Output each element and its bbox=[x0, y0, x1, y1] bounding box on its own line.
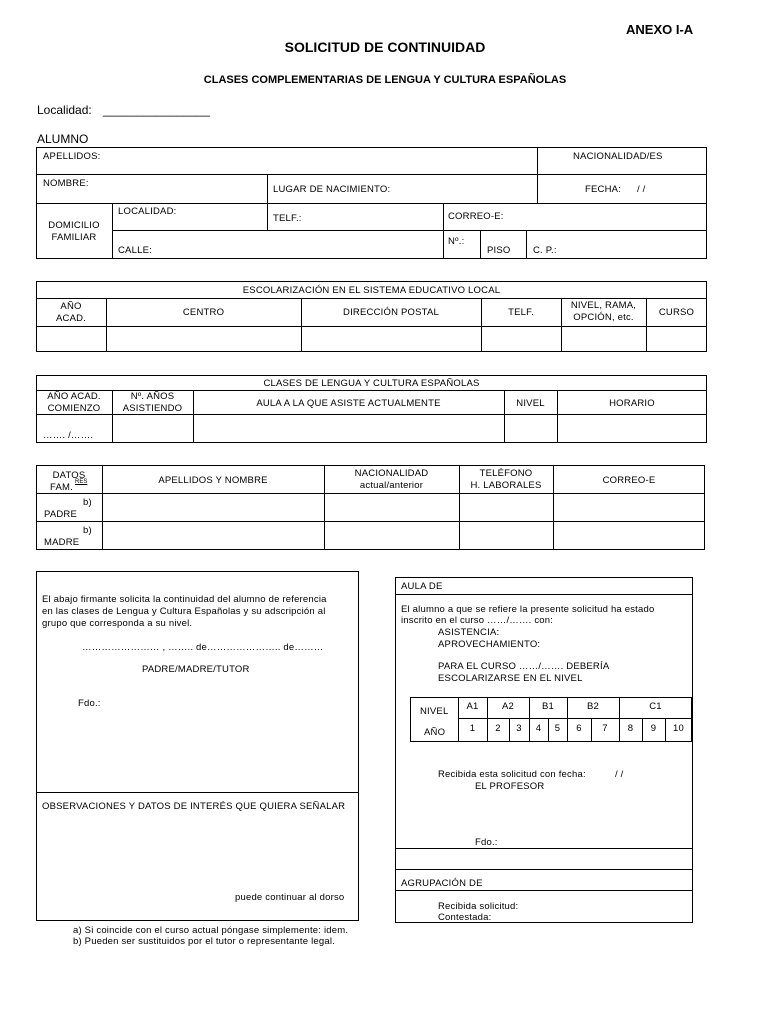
classes-col-years-2: ASISTIENDO bbox=[122, 403, 183, 414]
next-course-text-2: ESCOLARIZARSE EN EL NIVEL bbox=[438, 673, 583, 684]
request-text-3: grupo que corresponda a su nivel. bbox=[42, 618, 193, 629]
schooling-col-year-1: AÑO bbox=[60, 301, 82, 312]
page-title: SOLICITUD DE CONTINUIDAD bbox=[284, 39, 486, 55]
aula-title: AULA DE bbox=[401, 581, 443, 592]
schooling-col-address: DIRECCIÓN POSTAL bbox=[343, 307, 439, 318]
schooling-col-level-2: OPCIÓN, etc. bbox=[573, 312, 634, 323]
home-locality-field[interactable]: LOCALIDAD: bbox=[118, 206, 177, 217]
parent-signature-field[interactable]: Fdo.: bbox=[78, 698, 101, 709]
name-field[interactable]: NOMBRE: bbox=[43, 178, 89, 189]
grouping-received-field[interactable]: Recibida solicitud: bbox=[438, 901, 519, 912]
family-col-email: CORREO-E bbox=[602, 475, 656, 486]
request-text-2: en las clases de Lengua y Cultura Españolas y su adscripción al bbox=[42, 606, 326, 617]
year-cell-6[interactable]: 6 bbox=[576, 723, 582, 734]
annex-label: ANEXO I-A bbox=[626, 22, 694, 37]
year-cell-10[interactable]: 10 bbox=[673, 723, 684, 734]
locality-label: Localidad: bbox=[37, 103, 92, 117]
next-course-text-1: PARA EL CURSO ……/……. DEBERÍA bbox=[438, 661, 610, 672]
nationality-field[interactable]: NACIONALIDAD/ES bbox=[573, 151, 663, 162]
grouping-title: AGRUPACIÓN DE bbox=[401, 878, 483, 889]
performance-field[interactable]: APROVECHAMIENTO: bbox=[438, 639, 541, 650]
postcode-field[interactable]: C. P.: bbox=[533, 245, 557, 256]
year-cell-4[interactable]: 4 bbox=[535, 723, 542, 734]
classes-col-classroom: AULA A LA QUE ASISTE ACTUALMENTE bbox=[256, 398, 441, 409]
schooling-col-level-1: NIVEL, RAMA, bbox=[570, 300, 637, 311]
mother-label: MADRE bbox=[44, 537, 80, 548]
family-col-data-2: FAM. bbox=[50, 482, 73, 493]
teacher-signature-field[interactable]: Fdo.: bbox=[475, 837, 498, 848]
classes-col-level: NIVEL bbox=[516, 398, 545, 409]
classes-col-start-2: COMIENZO bbox=[47, 403, 101, 414]
level-b2[interactable]: B2 bbox=[586, 701, 600, 712]
place-date-field[interactable]: …………………… , …….. de………………….. de……… bbox=[82, 642, 324, 653]
footnote-a: a) Si coincide con el curso actual póngase simplemente: idem. bbox=[73, 925, 349, 936]
family-col-nationality-1: NACIONALIDAD bbox=[354, 468, 429, 479]
level-a2[interactable]: A2 bbox=[501, 701, 515, 712]
year-cell-3[interactable]: 3 bbox=[516, 723, 522, 734]
observations-continue-note: puede continuar al dorso bbox=[235, 892, 345, 903]
classes-col-start-1: AÑO ACAD. bbox=[47, 391, 101, 402]
father-label: PADRE bbox=[44, 509, 78, 520]
classes-start-year-field[interactable]: ……. /……. bbox=[43, 430, 94, 441]
year-cell-5[interactable]: 5 bbox=[554, 723, 561, 734]
email-field[interactable]: CORREO-E: bbox=[448, 211, 504, 222]
page-subtitle: CLASES COMPLEMENTARIAS DE LENGUA Y CULTURA ESPAÑOLAS bbox=[203, 74, 567, 86]
attendance-field[interactable]: ASISTENCIA: bbox=[438, 627, 500, 638]
family-col-data-sup: RES bbox=[75, 479, 88, 485]
family-col-data-1: DATOS bbox=[52, 470, 86, 481]
grouping-answered-field[interactable]: Contestada: bbox=[438, 912, 492, 923]
request-text-1: El abajo firmante solicita la continuidad del alumno de referencia bbox=[42, 594, 327, 605]
schooling-col-phone: TELF. bbox=[508, 307, 534, 318]
footnote-b: b) Pueden ser sustituidos por el tutor o representante legal. bbox=[73, 936, 335, 947]
year-cell-1[interactable]: 1 bbox=[469, 723, 476, 734]
classes-col-schedule: HORARIO bbox=[609, 398, 655, 409]
schooling-col-year-2: ACAD. bbox=[55, 313, 87, 324]
level-grid-level-label: NIVEL bbox=[420, 706, 449, 717]
birthplace-field[interactable]: LUGAR DE NACIMIENTO: bbox=[273, 184, 391, 195]
observations-title: OBSERVACIONES Y DATOS DE INTERÉS QUE QUIERA SEÑALAR bbox=[42, 801, 346, 812]
birth-date-field[interactable]: FECHA: bbox=[585, 184, 622, 195]
year-cell-8[interactable]: 8 bbox=[627, 723, 634, 734]
schooling-title: ESCOLARIZACIÓN EN EL SISTEMA EDUCATIVO LOCAL bbox=[242, 285, 501, 296]
family-col-phone-2: H. LABORALES bbox=[470, 480, 542, 491]
home-label-1: DOMICILIO bbox=[48, 220, 100, 231]
family-col-phone-1: TELÉFONO bbox=[479, 468, 533, 479]
year-cell-2[interactable]: 2 bbox=[495, 723, 501, 734]
phone-field[interactable]: TELF.: bbox=[273, 213, 302, 224]
family-col-nationality-2: actual/anterior bbox=[359, 480, 424, 491]
locality-field[interactable]: ________________ bbox=[103, 103, 210, 117]
aula-text-1: El alumno a que se refiere la presente solicitud ha estado bbox=[401, 604, 655, 615]
year-cell-9[interactable]: 9 bbox=[650, 723, 657, 734]
street-field[interactable]: CALLE: bbox=[118, 245, 152, 256]
level-grid-year-label: AÑO bbox=[424, 727, 446, 738]
family-col-names: APELLIDOS Y NOMBRE bbox=[158, 475, 268, 486]
birth-date-slashes: / / bbox=[637, 184, 646, 195]
received-date-field[interactable]: Recibida esta solicitud con fecha: bbox=[438, 769, 586, 780]
student-section-title: ALUMNO bbox=[37, 132, 89, 146]
classes-title: CLASES DE LENGUA Y CULTURA ESPAÑOLAS bbox=[263, 378, 480, 389]
level-a1[interactable]: A1 bbox=[466, 701, 479, 712]
level-b1[interactable]: B1 bbox=[541, 701, 555, 712]
teacher-label: EL PROFESOR bbox=[475, 781, 545, 792]
surnames-field[interactable]: APELLIDOS: bbox=[43, 151, 101, 162]
aula-text-2: inscrito en el curso ……/……. con: bbox=[401, 615, 554, 626]
father-note: b) bbox=[83, 497, 92, 508]
schooling-col-course: CURSO bbox=[658, 307, 695, 318]
mother-note: b) bbox=[83, 525, 92, 536]
home-label-2: FAMILIAR bbox=[51, 232, 97, 243]
received-date-slashes: / / bbox=[615, 769, 624, 780]
level-c1[interactable]: C1 bbox=[649, 701, 662, 712]
street-number-field[interactable]: Nº.: bbox=[448, 236, 465, 247]
parent-label: PADRE/MADRE/TUTOR bbox=[142, 664, 250, 675]
classes-col-years-1: Nº. AÑOS bbox=[130, 391, 175, 402]
schooling-col-center: CENTRO bbox=[182, 307, 225, 318]
floor-field[interactable]: PISO bbox=[487, 245, 511, 256]
year-cell-7[interactable]: 7 bbox=[602, 723, 608, 734]
